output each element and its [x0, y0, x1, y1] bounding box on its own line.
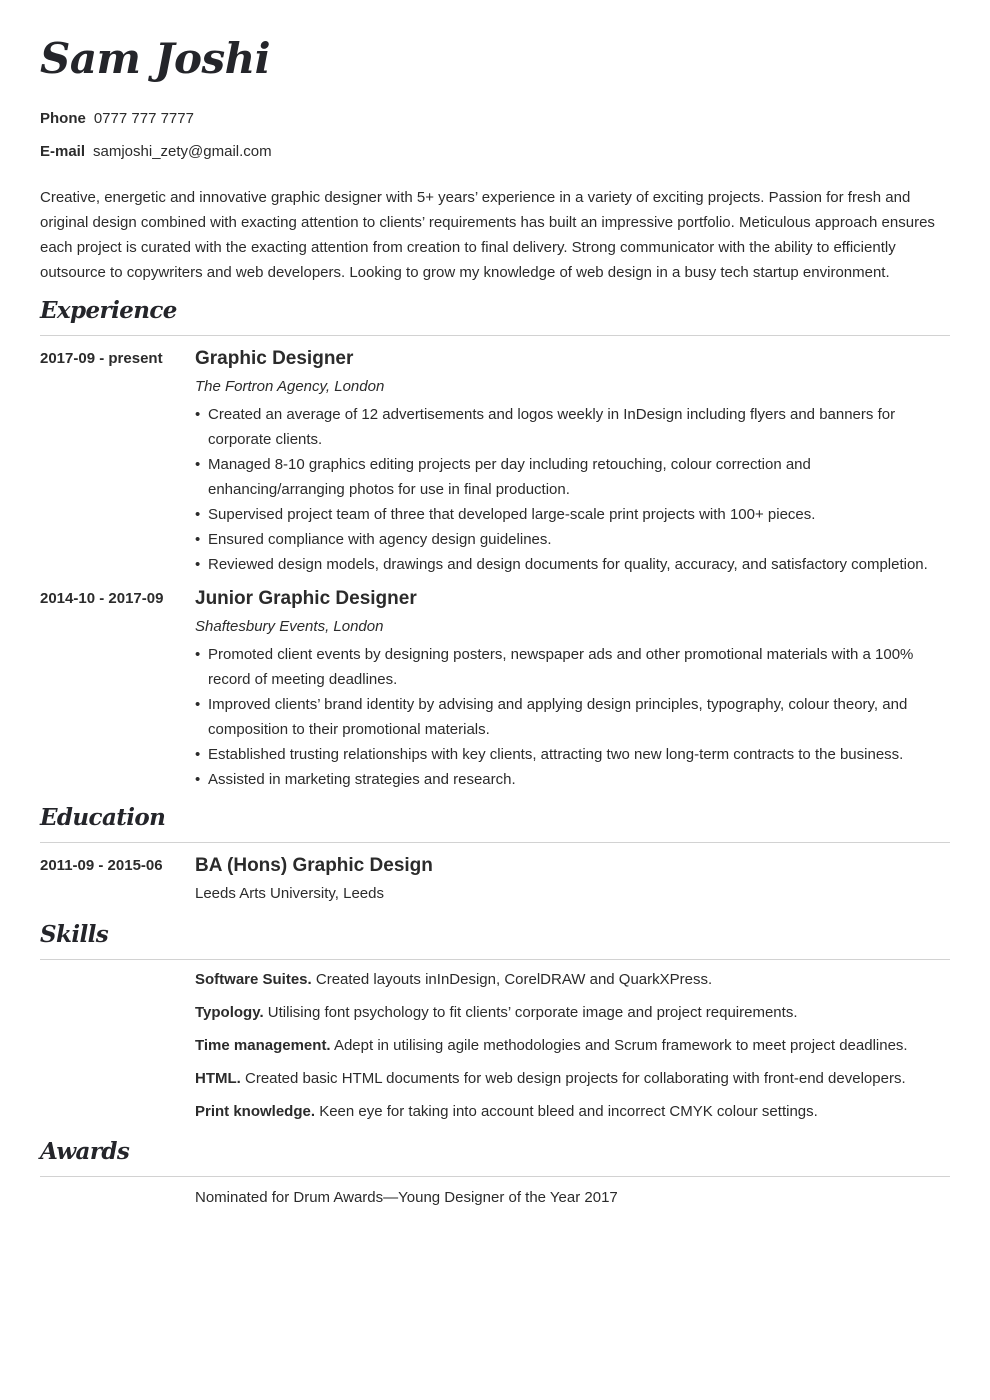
- skill-description: Adept in utilising agile methodologies and Scrum framework to meet project deadlines.: [333, 1037, 908, 1054]
- skill-item: [195, 1069, 950, 1089]
- job-bullets: [195, 402, 950, 577]
- school-name: Leeds Arts University, Leeds: [195, 885, 384, 902]
- awards-heading: Awards: [40, 1138, 950, 1177]
- skill-name: Software Suites.: [195, 971, 312, 988]
- job-date: 2017-09 - present: [40, 350, 163, 367]
- job-details: [195, 348, 950, 577]
- job-company: Shaftesbury Events, London: [195, 618, 384, 635]
- skill-description: Keen eye for taking into account bleed and incorrect CMYK colour settings.: [319, 1103, 818, 1120]
- job-bullet: • Established trusting relationships with key clients, attracting two new long-term contracts to the business.: [195, 742, 950, 767]
- phone-label: Phone: [40, 110, 86, 127]
- contact-phone: [40, 110, 194, 127]
- job-date: 2014-10 - 2017-09: [40, 590, 164, 607]
- contact-email: [40, 143, 272, 160]
- email-value: samjoshi_zety@gmail.com: [93, 143, 272, 160]
- job-bullets: [195, 642, 950, 792]
- job-title: Graphic Designer: [195, 348, 354, 369]
- job-bullet: • Reviewed design models, drawings and design documents for quality, accuracy, and satisfactory completion.: [195, 552, 950, 577]
- skill-name: Time management.: [195, 1037, 331, 1054]
- skill-item: [195, 1102, 950, 1122]
- award-item: Nominated for Drum Awards—Young Designer of the Year 2017: [195, 1189, 618, 1206]
- job-bullet: • Supervised project team of three that developed large-scale print projects with 100+ pieces.: [195, 502, 950, 527]
- skill-name: Print knowledge.: [195, 1103, 316, 1120]
- experience-heading: Experience: [40, 297, 950, 336]
- skill-item: [195, 1003, 950, 1023]
- degree-title: BA (Hons) Graphic Design: [195, 855, 433, 876]
- education-date: 2011-09 - 2015-06: [40, 857, 163, 874]
- job-bullet: • Improved clients’ brand identity by advising and applying design principles, typography, colour theory, and composition to their promotional materials.: [195, 692, 950, 742]
- candidate-name: Sam Joshi: [40, 34, 271, 83]
- job-company: The Fortron Agency, London: [195, 378, 385, 395]
- skill-item: [195, 970, 950, 990]
- skill-description: Created basic HTML documents for web design projects for collaborating with front-end developers.: [245, 1070, 906, 1087]
- skill-item: [195, 1036, 950, 1056]
- job-bullet: • Managed 8-10 graphics editing projects per day including retouching, colour correction and enhancing/arranging photos for use in final production.: [195, 452, 950, 502]
- job-details: [195, 588, 950, 792]
- email-label: E-mail: [40, 143, 86, 160]
- education-details: [195, 855, 950, 904]
- phone-value: 0777 777 7777: [93, 110, 194, 127]
- skills-list: [195, 970, 950, 1135]
- profile-summary: Creative, energetic and innovative graphic designer with 5+ years’ experience in a variety of exciting projects. Passion for fresh and original design combined with exacting attention to clients’ requirements has built an impressive portfolio. Meticulous approach ensures each project is curated with the exacting attention from creation to final delivery. Strong communicator with the ability to efficiently outsource to copywriters and web developers. Looking to grow my knowledge of web design in a busy tech startup environment.: [40, 189, 935, 281]
- skills-heading: Skills: [40, 921, 950, 960]
- skill-description: Utilising font psychology to fit clients’ corporate image and project requirements.: [267, 1004, 798, 1021]
- job-bullet: • Created an average of 12 advertisements and logos weekly in InDesign including flyers and banners for corporate clients.: [195, 402, 950, 452]
- education-heading: Education: [40, 804, 950, 843]
- skill-name: Typology.: [195, 1004, 264, 1021]
- job-bullet: • Assisted in marketing strategies and research.: [195, 767, 950, 792]
- job-bullet: • Ensured compliance with agency design guidelines.: [195, 527, 950, 552]
- skill-name: HTML.: [195, 1070, 241, 1087]
- job-title: Junior Graphic Designer: [195, 588, 417, 609]
- job-bullet: • Promoted client events by designing posters, newspaper ads and other promotional materials with a 100% record of meeting deadlines.: [195, 642, 950, 692]
- skill-description: Created layouts inInDesign, CorelDRAW and QuarkXPress.: [315, 971, 713, 988]
